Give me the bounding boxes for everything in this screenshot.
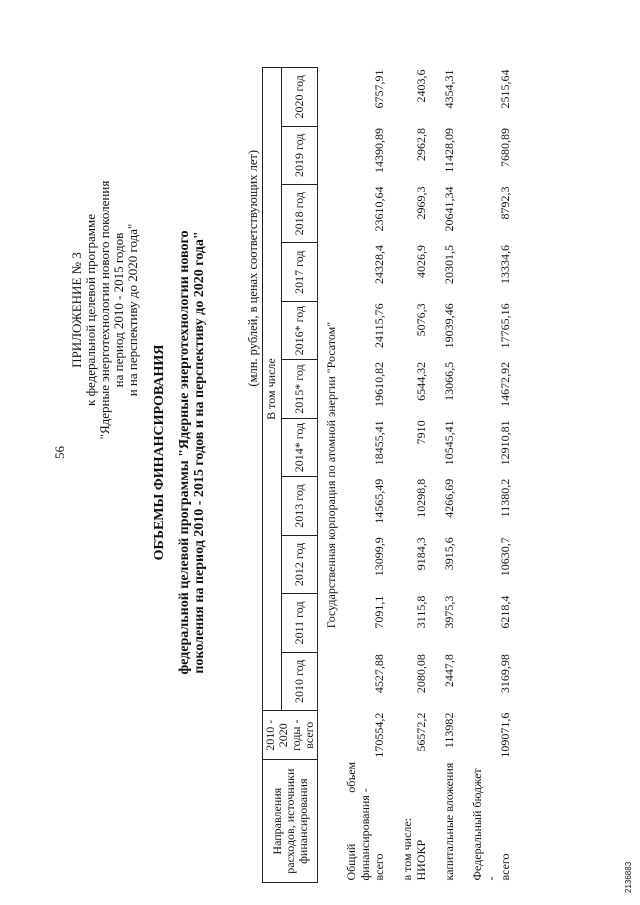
row-value: 10545,41 [442,420,456,466]
row-total: 113982 [442,712,456,749]
row-label-part: объем [344,761,358,793]
row-value: 4527,88 [372,654,386,694]
appendix-line: ПРИЛОЖЕНИЕ № 3 [69,252,84,368]
row-label-part: капитальные вложения [442,762,456,881]
row-total: 109071,6 [498,712,512,758]
row-label-part: Федеральный бюджет - [470,768,498,881]
document-code: 2136883 [624,861,633,893]
row-value: 2403,6 [414,69,428,103]
row-value: 13066,5 [442,361,456,401]
row-value: 6757,91 [372,69,386,109]
row-value: 10630,7 [498,537,512,577]
row-value: 6218,4 [498,595,512,629]
row-value: 19039,46 [442,303,456,349]
row-value: 2962,8 [414,128,428,162]
title-main: ОБЪЕМЫ ФИНАНСИРОВАНИЯ [152,344,167,561]
row-label-part: НИОКР [414,839,428,881]
table-row [470,68,512,883]
header-year: 2017 год [281,243,317,301]
section-row [318,68,345,883]
row-total: 56572,2 [414,712,428,752]
appendix-note [70,130,140,490]
row-value: 2447,8 [442,654,456,688]
row-value: 11380,2 [498,478,512,518]
header-year: 2020 год [281,68,317,127]
document-title [152,0,207,905]
row-value: 8792,3 [498,186,512,220]
row-label-part: всего [498,853,512,881]
row-value: 2969,3 [414,186,428,220]
row-value: 20641,34 [442,186,456,232]
header-group: В том числе [263,68,282,711]
appendix-line: "Ядерные энерготехнологии нового поколения [97,180,112,440]
row-value: 13099,9 [372,537,386,577]
header-year: 2018 год [281,185,317,243]
appendix-line: к федеральной целевой программе [83,214,98,406]
row-label-part: в том числе: [400,817,414,881]
row-label [442,760,456,883]
title-line: федеральной целевой программы "Ядерные энерготехнологии нового [177,230,192,675]
row-value: 4354,31 [442,69,456,109]
appendix-line: на период 2010 - 2015 годов [111,232,126,388]
financing-table [262,67,512,883]
table-row [442,68,456,883]
row-value: 10298,8 [414,478,428,518]
row-value: 23610,64 [372,186,386,232]
row-value: 19610,82 [372,361,386,407]
table-row [344,68,386,883]
row-value: 2080,08 [414,654,428,694]
title-line: поколения на период 2010 - 2015 годов и на перспективу до 2020 года" [192,231,207,674]
row-value: 13334,6 [498,244,512,284]
units-note: (млн. рублей, в ценах соответствующих лет) [246,150,260,387]
appendix-line: и на перспективу до 2020 года" [125,223,140,397]
row-value: 3975,3 [442,595,456,629]
row-value: 6544,32 [414,361,428,401]
row-value: 14390,89 [372,128,386,174]
header-label: Направления расходов, источники финансирования [263,760,318,883]
row-value: 24328,4 [372,244,386,284]
table-row [400,68,428,883]
header-year: 2013 год [281,477,317,535]
row-label-part: финансирования - всего [358,788,386,881]
row-value: 7091,1 [372,595,386,629]
row-value: 2515,64 [498,69,512,109]
financing-table-wrapper [262,67,512,883]
row-label [344,760,386,883]
row-value: 17765,16 [498,303,512,349]
row-value: 3115,8 [414,595,428,629]
header-year: 2010 год [281,652,317,710]
header-year: 2015* год [281,360,317,418]
row-value: 7910 [414,420,428,445]
row-value: 14565,49 [372,478,386,524]
page-number: 56 [52,446,67,459]
row-label [470,760,512,883]
header-year: 2012 год [281,535,317,593]
row-value: 20301,5 [442,244,456,284]
row-value: 24115,76 [372,303,386,348]
row-value: 3915,6 [442,537,456,571]
row-value: 9184,3 [414,537,428,571]
header-year: 2016* год [281,301,317,359]
row-total: 170554,2 [372,712,386,758]
row-value: 4026,9 [414,244,428,278]
row-value: 5076,3 [414,303,428,337]
row-value: 7680,89 [498,128,512,168]
row-value: 11428,09 [442,128,456,173]
row-value: 18455,41 [372,420,386,466]
header-total: 2010 - 2020 годы - всего [263,711,318,760]
spacer-row [428,68,442,883]
header-year: 2011 год [281,594,317,652]
spacer-row [456,68,470,883]
row-value: 4266,69 [442,478,456,518]
section-title: Государственная корпорация по атомной энергии "Росатом" [324,321,338,629]
row-label-part: Общий [344,843,358,881]
row-value: 3169,98 [498,654,512,694]
row-value: 14672,92 [498,361,512,407]
header-year: 2014* год [281,418,317,476]
row-label [400,760,428,883]
header-year: 2019 год [281,126,317,184]
spacer-row [386,68,400,883]
row-value: 12910,81 [498,420,512,466]
